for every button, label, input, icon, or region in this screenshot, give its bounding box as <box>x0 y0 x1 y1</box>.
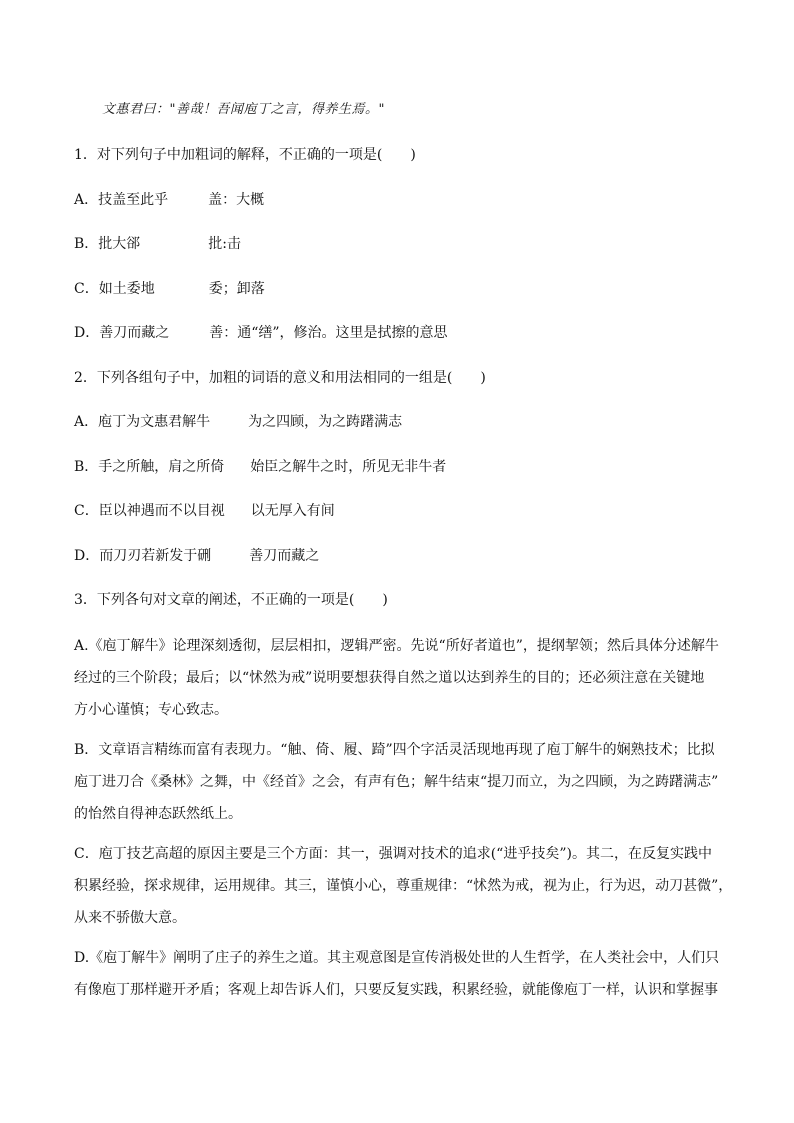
question-2-option-c <box>74 501 335 521</box>
question-3-stem: 3．下列各句对文章的阐述，不正确的一项是( ) <box>74 592 388 608</box>
option-letter: D． <box>74 548 100 564</box>
option-text: 技盖至此乎 <box>98 192 169 208</box>
question-3-option-a <box>74 630 724 726</box>
paragraph-line: D.《庖丁解牛》阐明了庄子的养生之道。其主观意图是宣传消极处世的人生哲学，在人类社会中，人们只 <box>74 950 720 966</box>
question-1-option-c <box>74 279 265 299</box>
intro-quote: 文惠君曰："善哉！吾闻庖丁之言，得养生焉。" <box>102 102 385 117</box>
question-2-option-b <box>74 457 446 477</box>
option-letter: A． <box>74 414 99 430</box>
paragraph-line: 从来不骄傲大意。 <box>74 910 186 926</box>
paragraph-line: C．庖丁技艺高超的原因主要是三个方面：其一，强调对技术的追求(“进乎技矣”)。其二，在反复实践中 <box>74 846 712 862</box>
paragraph-line: 方小心谨慎；专心致志。 <box>74 702 228 718</box>
paragraph-line: 有像庖丁那样避开矛盾；客观上却告诉人们，只要反复实践，积累经验，就能像庖丁一样，认识和掌握事 <box>74 982 718 998</box>
option-gloss: 善刀而藏之 <box>249 548 320 564</box>
option-letter: D． <box>74 325 100 341</box>
paragraph-line: 积累经验，探求规律，运用规律。其三，谨慎小心，尊重规律：“怵然为戒，视为止，行为迟，动刀甚微”， <box>74 878 733 894</box>
option-text: 而刀刃若新发于硎 <box>99 548 212 564</box>
option-gloss: 盖：大概 <box>208 192 265 208</box>
paragraph-line: 的怡然自得神态跃然纸上。 <box>74 806 242 822</box>
question-1-option-b <box>74 234 241 254</box>
paragraph-line: 经过的三个阶段；最后；以“怵然为戒”说明要想获得自然之道以达到养生的目的；还必须注意在关键地 <box>74 670 705 686</box>
option-gloss: 以无厚入有间 <box>250 503 335 519</box>
option-letter: C． <box>74 503 99 519</box>
paragraph-line: B．文章语言精练而富有表现力。“触、倚、履、踦”四个字活灵活现地再现了庖丁解牛的娴熟技术；比拟 <box>74 742 715 758</box>
question-3-option-b <box>74 734 724 830</box>
option-text: 臣以神遇而不以目视 <box>98 503 225 519</box>
question-1-option-a <box>74 190 264 210</box>
option-gloss: 为之四顾，为之踌躇满志 <box>248 414 403 430</box>
paragraph-line: 庖丁进刀合《桑林》之舞，中《经首》之会，有声有色；解牛结束“提刀而立，为之四顾，为之踌躇满志” <box>74 774 719 790</box>
option-text: 如土委地 <box>98 281 155 297</box>
question-2-option-d <box>74 546 319 566</box>
paragraph-line: A.《庖丁解牛》论理深刻透彻，层层相扣，逻辑严密。先说“所好者道也”，提纲挈领；然后具体分述解牛 <box>74 638 719 654</box>
option-letter: B． <box>74 459 99 475</box>
question-3-option-c <box>74 838 733 934</box>
question-1-option-d <box>74 323 448 343</box>
option-letter: A． <box>74 192 99 208</box>
option-gloss: 委；卸落 <box>208 281 265 297</box>
option-letter: C． <box>74 281 99 297</box>
question-2-stem: 2．下列各组句子中，加粗的词语的意义和用法相同的一组是( ) <box>74 370 486 386</box>
option-text: 手之所触，肩之所倚 <box>98 459 225 475</box>
option-gloss: 始臣之解牛之时，所见无非牛者 <box>250 459 447 475</box>
question-2-option-a <box>74 412 402 432</box>
option-text: 庖丁为文惠君解牛 <box>98 414 211 430</box>
question-1-stem: 1．对下列句子中加粗词的解释，不正确的一项是( ) <box>74 147 416 163</box>
option-gloss: 善：通“缮”，修治。这里是拭擦的意思 <box>209 325 448 341</box>
option-text: 善刀而藏之 <box>99 325 170 341</box>
option-text: 批大郤 <box>98 236 141 252</box>
question-3-option-d <box>74 942 724 1006</box>
option-gloss: 批:击 <box>208 236 242 252</box>
option-letter: B． <box>74 236 99 252</box>
